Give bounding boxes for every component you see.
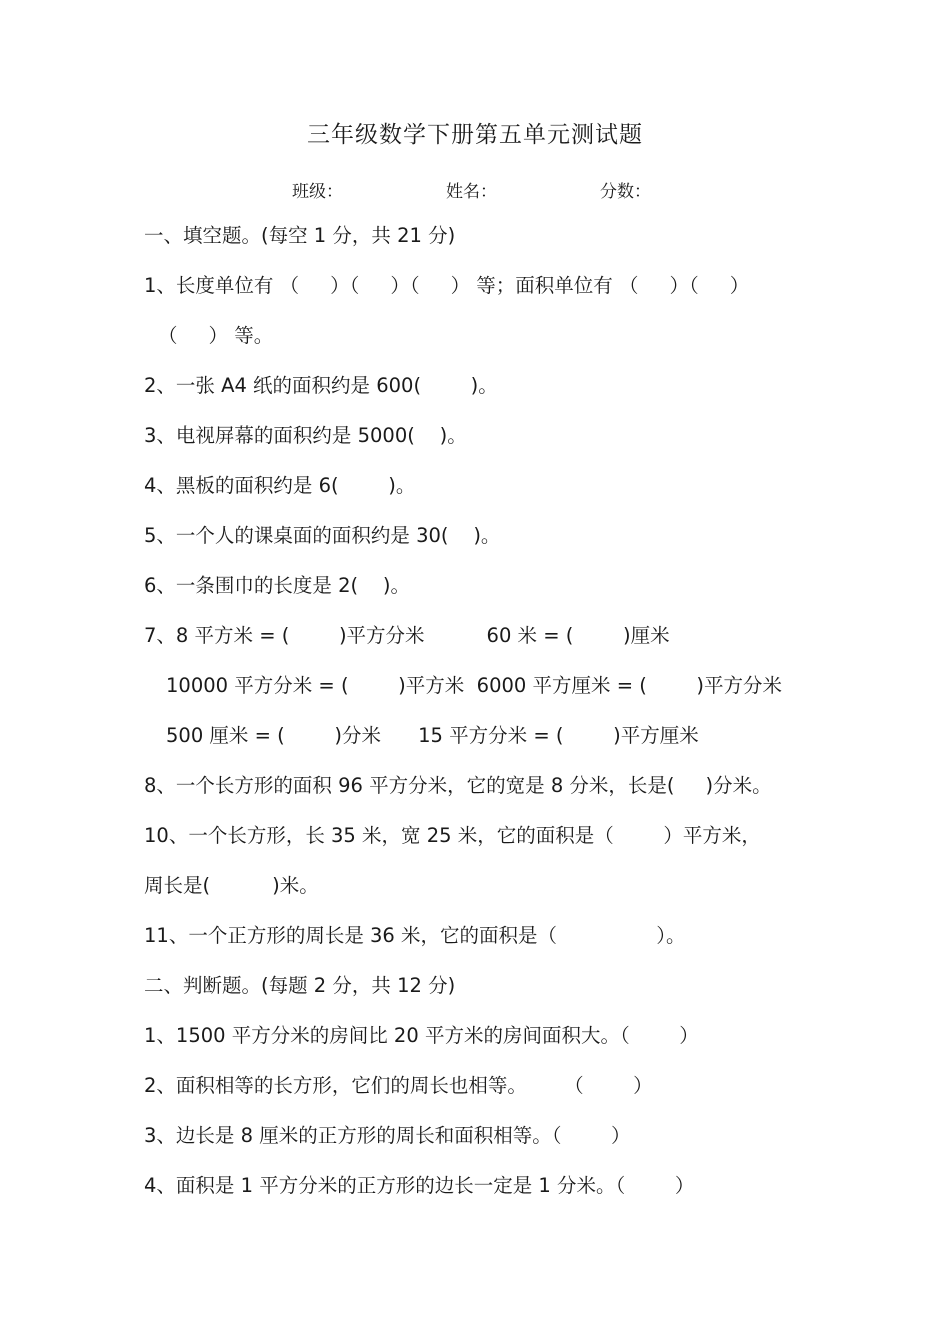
question-3: 3、电视屏幕的面积约是 5000( )。 <box>144 424 467 447</box>
question-7-line-3: 500 厘米 = ( )分米 15 平方分米 = ( )平方厘米 <box>166 724 699 747</box>
section1-heading: 一、填空题。(每空 1 分，共 21 分) <box>144 224 456 247</box>
question-1-line-2: （ ） 等。 <box>158 324 274 347</box>
question-4: 4、黑板的面积约是 6( )。 <box>144 474 416 497</box>
page-title: 三年级数学下册第五单元测试题 <box>307 122 643 148</box>
question-5: 5、一个人的课桌面的面积约是 30( )。 <box>144 524 501 547</box>
judge-question-4: 4、面积是 1 平方分米的正方形的边长一定是 1 分米。（ ） <box>144 1174 695 1197</box>
score-label: 分数： <box>600 182 651 202</box>
judge-question-2: 2、面积相等的长方形，它们的周长也相等。 （ ） <box>144 1074 653 1097</box>
question-10-line-1: 10、一个长方形，长 35 米，宽 25 米，它的面积是（ ）平方米， <box>144 824 761 847</box>
question-6: 6、一条围巾的长度是 2( )。 <box>144 574 411 597</box>
class-label: 班级： <box>292 182 343 202</box>
question-10-line-2: 周长是( )米。 <box>144 874 319 897</box>
question-1-line-1: 1、长度单位有 （ ）（ ）（ ） 等；面积单位有 （ ）（ ） <box>144 274 750 297</box>
question-8: 8、一个长方形的面积 96 平方分米，它的宽是 8 分米，长是( )分米。 <box>144 774 772 797</box>
question-7-line-1: 7、8 平方米 = ( )平方分米 60 米 = ( )厘米 <box>144 624 670 647</box>
section2-heading: 二、判断题。(每题 2 分，共 12 分) <box>144 974 456 997</box>
name-label: 姓名： <box>446 182 497 202</box>
judge-question-3: 3、边长是 8 厘米的正方形的周长和面积相等。（ ） <box>144 1124 631 1147</box>
question-7-line-2: 10000 平方分米 = ( )平方米 6000 平方厘米 = ( )平方分米 <box>166 674 783 697</box>
judge-question-1: 1、1500 平方分米的房间比 20 平方米的房间面积大。（ ） <box>144 1024 699 1047</box>
question-2: 2、一张 A4 纸的面积约是 600( )。 <box>144 374 498 397</box>
question-11: 11、一个正方形的周长是 36 米，它的面积是（ ）。 <box>144 924 686 947</box>
